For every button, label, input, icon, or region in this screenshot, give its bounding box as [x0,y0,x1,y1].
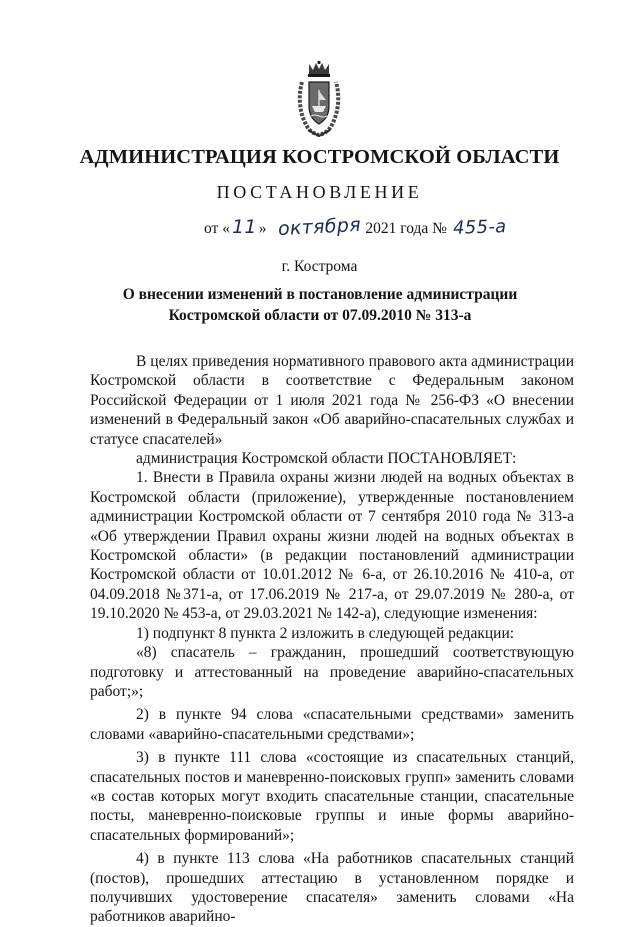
item-1-paragraph: 1. Внести в Правила охраны жизни людей на водных объектах в Костромской области (приложение), утвержденные постановлением администрации Костромской области от 7 сентября 2010 года № 313-а «Об утверждении Правил охраны жизни людей на водных объектах в Костромской области» (в редакции постановлений администрации Костромской области от 10.01.2012 № 6-а, от 26.10.2016 № 410-а, от 04.09.2018 №371-а, от 17.06.2019 № 217-а, от 29.07.2019 № 280-а, от 19.10.2020 № 453-а, от 29.03.2021 № 142-а), следующие изменения: [90,469,574,623]
preamble-paragraph: В целях приведения нормативного правового акта администрации Костромской области в соответствие с Федеральным законом Российской Федерации от 1 июля 2021 года № 256-ФЗ «О внесении изменений в Федеральный закон «Об аварийно-спасательных службах и статусе спасателей» [90,353,574,448]
subitem-3-paragraph: 3) в пункте 111 слова «состоящие из спасательных станций, спасательных постов и маневренно-поисковых групп» заменить словами «в состав которых могут входить спасательные станции, спасательные посты, маневренно-поисковые группы и иные формы аварийно-спасательных формирований»; [90,749,574,844]
subject-line-1: О внесении изменений в постановление администрации [122,286,518,303]
close-quote: » [258,220,267,237]
coat-of-arms-icon [296,60,342,138]
resolves-paragraph: администрация Костромской области ПОСТАНОВЛЯЕТ: [136,450,517,468]
handwritten-number: 455-а [452,216,507,239]
date-prefix: от [204,220,219,237]
date-line [204,213,507,241]
open-quote: « [222,220,230,237]
subitem-4-paragraph: 4) в пункте 113 слова «На работников спасательных станций (постов), прошедших аттестацию в установленном порядке и получивших удостоверение спасателя» заменить словами «На работников аварийно- [90,850,574,926]
subitem-2-paragraph: 2) в пункте 94 слова «спасательными средствами» заменить словами «аварийно-спасательными средствами»; [90,706,574,743]
year-text: 2021 года № [365,220,447,237]
document-body [90,352,574,927]
organization-title: АДМИНИСТРАЦИЯ КОСТРОМСКОЙ ОБЛАСТИ [79,146,560,168]
handwritten-month: октября [277,213,362,241]
document-subject [120,284,520,326]
subject-line-2: Костромской области от 07.09.2010 № 313-а [168,307,472,324]
document-type: ПОСТАНОВЛЕНИЕ [216,182,423,202]
quote-8-paragraph: «8) спасатель – гражданин, прошедший соответствующую подготовку и аттестованный на проведение аварийно-спасательных работ;»; [90,644,574,700]
subitem-1-paragraph: 1) подпункт 8 пункта 2 изложить в следующей редакции: [136,624,515,642]
city-line: г. Кострома [281,258,358,275]
handwritten-day: 11 [231,216,257,238]
